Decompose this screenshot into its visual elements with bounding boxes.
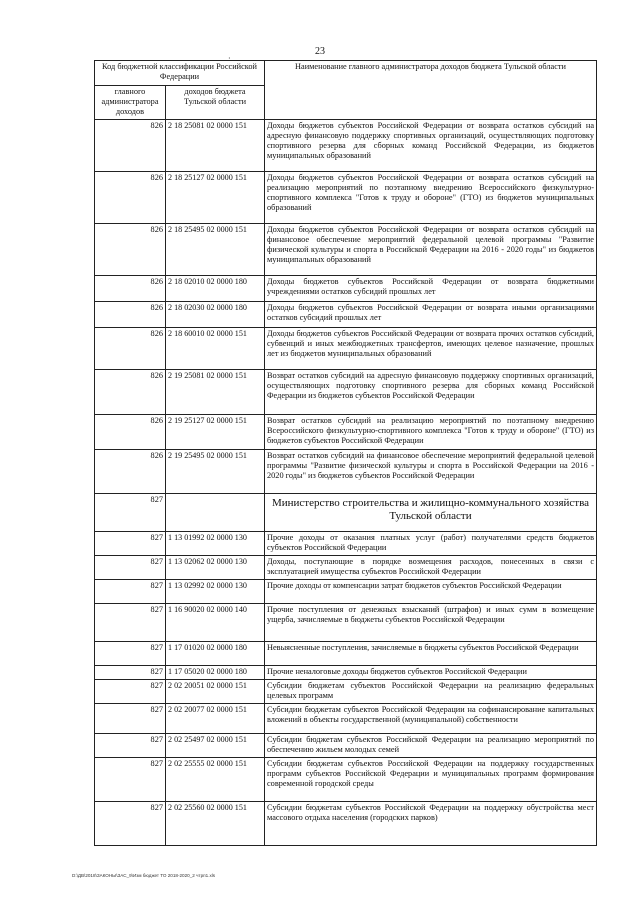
admin-code-cell: 826 <box>95 414 166 449</box>
income-name-cell: Прочие доходы от оказания платных услуг (работ) получателями средств бюджетов субъектов Российской Федерации <box>265 531 597 555</box>
income-code-cell: 2 02 25497 02 0000 151 <box>166 733 265 757</box>
income-code-cell: 2 18 25081 02 0000 151 <box>166 119 265 171</box>
admin-code-cell: 826 <box>95 171 166 223</box>
income-name-cell: Доходы бюджетов субъектов Российской Федерации от возврата иными организациями остатков субсидий прошлых лет <box>265 301 597 327</box>
income-name-cell: Доходы бюджетов субъектов Российской Федерации от возврата прочих остатков субсидий, субвенций и иных межбюджетных трансфертов, имеющих целевое назначение, прошлых лет из бюджетов муниципальных образований <box>265 327 597 369</box>
table-row <box>95 449 597 493</box>
admin-code-cell: 826 <box>95 275 166 301</box>
income-code-cell: 2 18 02010 02 0000 180 <box>166 275 265 301</box>
header-name-column: Наименование главного администратора доходов бюджета Тульской области <box>265 61 597 120</box>
income-code-cell: 1 13 02992 02 0000 130 <box>166 579 265 603</box>
admin-code-cell: 826 <box>95 301 166 327</box>
income-code-cell: 2 18 60010 02 0000 151 <box>166 327 265 369</box>
admin-code-cell: 827 <box>95 493 166 531</box>
income-code-cell: 2 02 25560 02 0000 151 <box>166 801 265 845</box>
footer-file-path: D:\ДВ\2018\ЗАКОНЫ\ЗАС_9\Изм бюджет ТО 2018-2020_2 чтрп1.xls <box>72 873 216 878</box>
income-code-cell: 2 19 25081 02 0000 151 <box>166 369 265 414</box>
income-code-cell: 2 02 20051 02 0000 151 <box>166 679 265 703</box>
table-row <box>95 579 597 603</box>
income-name-cell: Субсидии бюджетам субъектов Российской Федерации на поддержку обустройства мест массового отдыха населения (городских парков) <box>265 801 597 845</box>
admin-code-cell: 826 <box>95 369 166 414</box>
table-row <box>95 275 597 301</box>
table-row <box>95 414 597 449</box>
table-row <box>95 119 597 171</box>
table-row <box>95 369 597 414</box>
income-code-cell: 2 18 02030 02 0000 180 <box>166 301 265 327</box>
income-name-cell: Возврат остатков субсидий на реализацию мероприятий по поэтапному внедрению Всероссийского физкультурно-спортивного комплекса "Готов к труду и обороне" (ГТО) из бюджетов субъектов Российской Федерации <box>265 414 597 449</box>
admin-code-cell: 827 <box>95 555 166 579</box>
admin-code-cell: 827 <box>95 679 166 703</box>
header-code-group: Код бюджетной классификации Российской Федерации <box>95 61 265 86</box>
income-code-cell <box>166 493 265 531</box>
income-name-cell: Доходы бюджетов субъектов Российской Федерации от возврата остатков субсидий на адресную финансовую поддержку спортивных организаций, осуществляющих подготовку спортивного резерва для сборных команд Российской Федерации, из бюджетов муниципальных образований <box>265 119 597 171</box>
table-row <box>95 801 597 845</box>
income-code-cell: 1 13 02062 02 0000 130 <box>166 555 265 579</box>
income-name-cell: Субсидии бюджетам субъектов Российской Федерации на реализацию мероприятий по обеспечению жильем молодых семей <box>265 733 597 757</box>
admin-code-cell: 827 <box>95 665 166 679</box>
section-header-row <box>95 493 597 531</box>
table-body <box>95 119 597 845</box>
income-name-cell: Доходы, поступающие в порядке возмещения расходов, понесенных в связи с эксплуатацией имущества субъектов Российской Федерации <box>265 555 597 579</box>
admin-code-cell: 827 <box>95 733 166 757</box>
admin-code-cell: 826 <box>95 223 166 275</box>
income-name-cell: Доходы бюджетов субъектов Российской Федерации от возврата остатков субсидий на реализацию мероприятий по поэтапному внедрению Всероссийского физкультурно-спортивного комплекса "Готов к труду и обороне" (ГТО) из бюджетов муниципальных образований <box>265 171 597 223</box>
admin-code-cell: 827 <box>95 579 166 603</box>
income-name-cell: Доходы бюджетов субъектов Российской Федерации от возврата бюджетными учреждениями остатков субсидий прошлых лет <box>265 275 597 301</box>
income-code-cell: 2 18 25495 02 0000 151 <box>166 223 265 275</box>
income-code-cell: 2 02 20077 02 0000 151 <box>166 703 265 733</box>
income-name-cell: Возврат остатков субсидий на адресную финансовую поддержку спортивных организаций, осуществляющих подготовку спортивного резерва для сборных команд Российской Федерации из бюджетов субъектов Российской Федерации <box>265 369 597 414</box>
margin-mark: · <box>228 54 231 63</box>
admin-code-cell: 826 <box>95 327 166 369</box>
income-name-cell: Прочие неналоговые доходы бюджетов субъектов Российской Федерации <box>265 665 597 679</box>
table-row <box>95 679 597 703</box>
admin-code-cell: 827 <box>95 757 166 801</box>
income-name-cell: Субсидии бюджетам субъектов Российской Федерации на реализацию федеральных целевых программ <box>265 679 597 703</box>
admin-code-cell: 827 <box>95 641 166 665</box>
table-row <box>95 603 597 641</box>
income-name-cell: Невыясненные поступления, зачисляемые в бюджеты субъектов Российской Федерации <box>265 641 597 665</box>
income-name-cell: Субсидии бюджетам субъектов Российской Федерации на поддержку государственных программ субъектов Российской Федерации и муниципальных программ формирования современной городской среды <box>265 757 597 801</box>
admin-code-cell: 826 <box>95 119 166 171</box>
income-name-cell: Возврат остатков субсидий на финансовое обеспечение мероприятий федеральной целевой программы "Развитие физической культуры и спорта в Российской Федерации на 2016 - 2020 годы" из бюджетов субъектов Российской Федерации <box>265 449 597 493</box>
table-row <box>95 733 597 757</box>
page-number: 23 <box>315 46 325 57</box>
income-code-cell: 1 16 90020 02 0000 140 <box>166 603 265 641</box>
table-row <box>95 223 597 275</box>
table-row <box>95 703 597 733</box>
income-name-cell: Прочие поступления от денежных взысканий (штрафов) и иных сумм в возмещение ущерба, зачисляемые в бюджеты субъектов Российской Федерации <box>265 603 597 641</box>
admin-code-cell: 827 <box>95 603 166 641</box>
income-name-cell: Доходы бюджетов субъектов Российской Федерации от возврата остатков субсидий на финансовое обеспечение мероприятий федеральной целевой программы "Развитие физической культуры и спорта в Российской Федерации на 2016 - 2020 годы" из бюджетов муниципальных образований <box>265 223 597 275</box>
table-row <box>95 757 597 801</box>
table-row <box>95 641 597 665</box>
table-row <box>95 301 597 327</box>
table-row <box>95 555 597 579</box>
income-name-cell: Министерство строительства и жилищно-коммунального хозяйства Тульской области <box>265 493 597 531</box>
header-income-column: доходов бюджета Тульской области <box>166 86 265 120</box>
income-code-cell: 2 18 25127 02 0000 151 <box>166 171 265 223</box>
income-code-cell: 1 17 05020 02 0000 180 <box>166 665 265 679</box>
income-code-cell: 2 19 25127 02 0000 151 <box>166 414 265 449</box>
income-code-cell: 1 13 01992 02 0000 130 <box>166 531 265 555</box>
header-admin-column: главного администратора доходов <box>95 86 166 120</box>
income-name-cell: Прочие доходы от компенсации затрат бюджетов субъектов Российской Федерации <box>265 579 597 603</box>
table-row <box>95 531 597 555</box>
table-row <box>95 665 597 679</box>
income-code-cell: 2 02 25555 02 0000 151 <box>166 757 265 801</box>
income-code-cell: 1 17 01020 02 0000 180 <box>166 641 265 665</box>
table-row <box>95 171 597 223</box>
admin-code-cell: 827 <box>95 703 166 733</box>
income-name-cell: Субсидии бюджетам субъектов Российской Федерации на софинансирование капитальных вложений в объекты государственной (муниципальной) собственности <box>265 703 597 733</box>
admin-code-cell: 826 <box>95 449 166 493</box>
admin-code-cell: 827 <box>95 801 166 845</box>
budget-income-table <box>94 60 597 846</box>
admin-code-cell: 827 <box>95 531 166 555</box>
table-row <box>95 327 597 369</box>
income-code-cell: 2 19 25495 02 0000 151 <box>166 449 265 493</box>
